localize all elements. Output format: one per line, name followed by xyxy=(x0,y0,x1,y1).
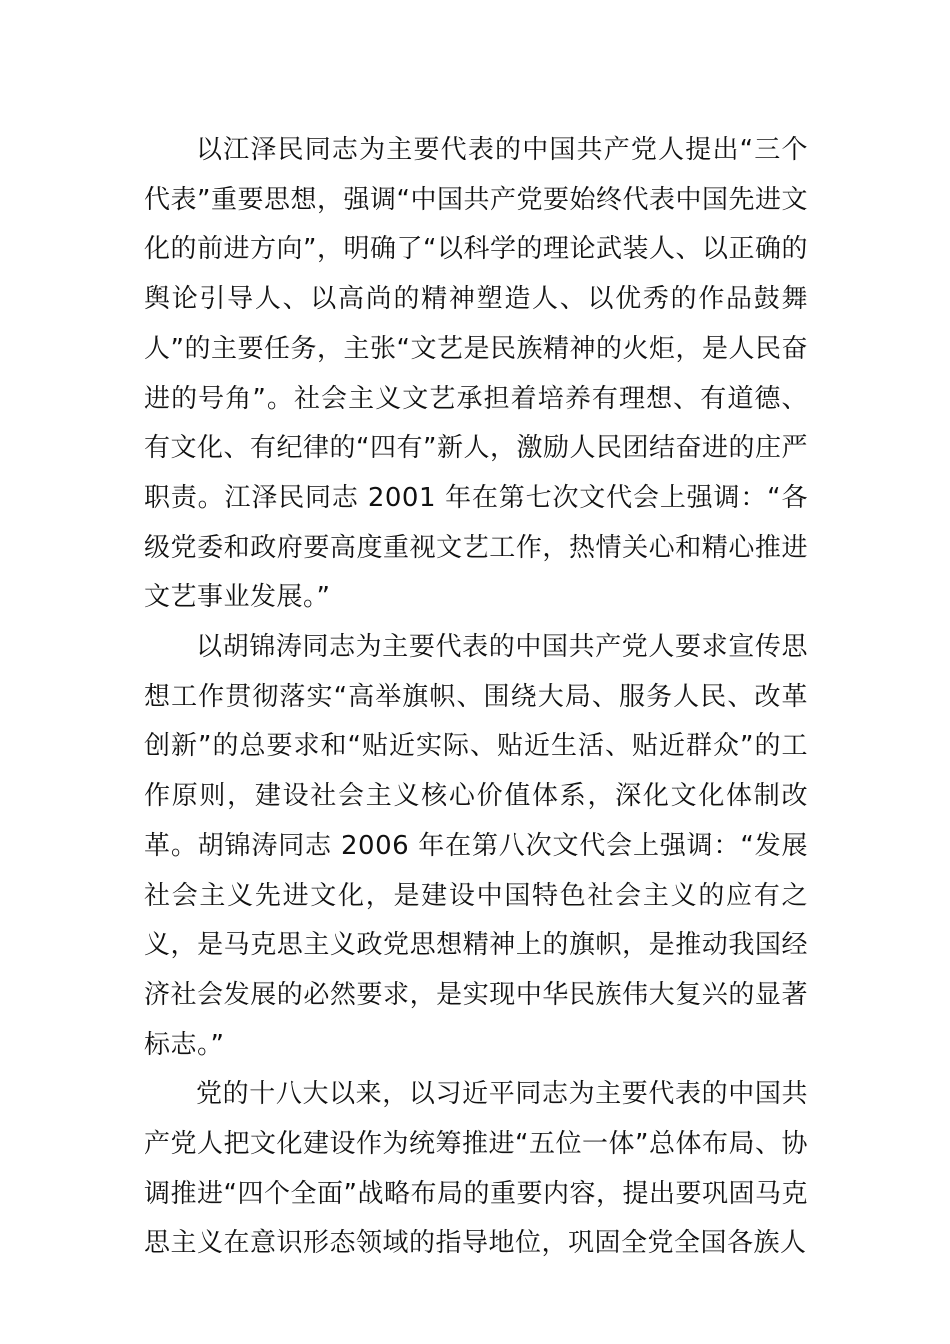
document-body xyxy=(144,126,808,1269)
paragraph-jiang-zemin: 以江泽民同志为主要代表的中国共产党人提出“三个代表”重要思想，强调“中国共产党要始终代表中国先进文化的前进方向”，明确了“以科学的理论武装人、以正确的舆论引导人、以高尚的精神塑造人、以优秀的作品鼓舞人”的主要任务，主张“文艺是民族精神的火炬，是人民奋进的号角”。社会主义文艺承担着培养有理想、有道德、有文化、有纪律的“四有”新人，激励人民团结奋进的庄严职责。江泽民同志 2001 年在第七次文代会上强调：“各级党委和政府要高度重视文艺工作，热情关心和精心推进文艺事业发展。” xyxy=(144,135,808,613)
paragraph-hu-jintao: 以胡锦涛同志为主要代表的中国共产党人要求宣传思想工作贯彻落实“高举旗帜、围绕大局、服务人民、改革创新”的总要求和“贴近实际、贴近生活、贴近群众”的工作原则，建设社会主义核心价值体系，深化文化体制改革。胡锦涛同志 2006 年在第八次文代会上强调：“发展社会主义先进文化，是建设中国特色社会主义的应有之义，是马克思主义政党思想精神上的旗帜，是推动我国经济社会发展的必然要求，是实现中华民族伟大复兴的显著标志。” xyxy=(144,632,808,1060)
paragraph-eighteenth-congress: 党的十八大以来，以习近平同志为主要代表的中国共产党人把文化建设作为统筹推进“五位一体”总体布局、协调推进“四个全面”战略布局的重要内容，提出要巩固马克思主义在意识形态领域的指导地位，巩固全党全国各族人 xyxy=(144,1079,808,1259)
